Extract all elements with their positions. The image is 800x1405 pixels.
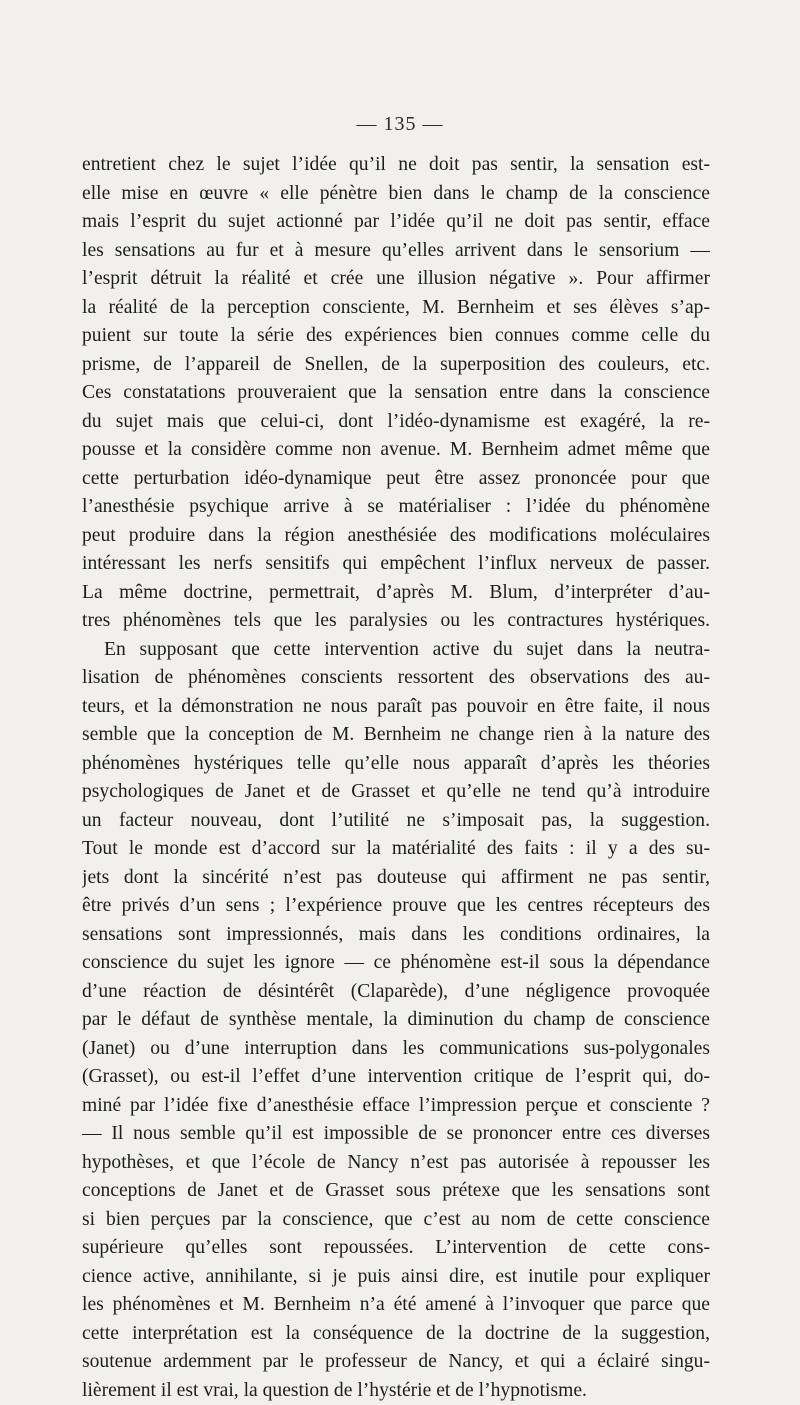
text-line: La même doctrine, permettrait, d’après M. Blum, d’interpréter d’au- [82,579,710,608]
text-line: — Il nous semble qu’il est impossible de se prononcer entre ces diverses [82,1120,710,1149]
text-line: teurs, et la démonstration ne nous paraît pas pouvoir en être faite, il nous [82,693,710,722]
text-line: cette perturbation idéo-dynamique peut être assez prononcée pour que [82,465,710,494]
text-line: semble que la conception de M. Bernheim ne change rien à la nature des [82,721,710,750]
text-line: Ces constatations prouveraient que la sensation entre dans la conscience [82,379,710,408]
text-line: entretient chez le sujet l’idée qu’il ne doit pas sentir, la sensation est- [82,151,710,180]
text-line: Tout le monde est d’accord sur la matérialité des faits : il y a des su- [82,835,710,864]
text-line: En supposant que cette intervention active du sujet dans la neutra- [82,636,710,665]
text-line: phénomènes hystériques telle qu’elle nous apparaît d’après les théories [82,750,710,779]
text-line: lièrement il est vrai, la question de l’hystérie et de l’hypnotisme. [82,1377,710,1405]
text-line: l’anesthésie psychique arrive à se matérialiser : l’idée du phénomène [82,493,710,522]
text-line: par le défaut de synthèse mentale, la diminution du champ de conscience [82,1006,710,1035]
text-line: cience active, annihilante, si je puis ainsi dire, est inutile pour expliquer [82,1263,710,1292]
text-line: prisme, de l’appareil de Snellen, de la superposition des couleurs, etc. [82,351,710,380]
text-line: être privés d’un sens ; l’expérience prouve que les centres récepteurs des [82,892,710,921]
text-line: conscience du sujet les ignore — ce phénomène est-il sous la dépendance [82,949,710,978]
text-line: intéressant les nerfs sensitifs qui empêchent l’influx nerveux de passer. [82,550,710,579]
text-line: du sujet mais que celui-ci, dont l’idéo-dynamisme est exagéré, la re- [82,408,710,437]
text-line: l’esprit détruit la réalité et crée une illusion négative ». Pour affirmer [82,265,710,294]
text-line: la réalité de la perception consciente, M. Bernheim et ses élèves s’ap- [82,294,710,323]
text-line: un facteur nouveau, dont l’utilité ne s’imposait pas, la suggestion. [82,807,710,836]
body-text [82,151,710,1405]
text-line: les sensations au fur et à mesure qu’elles arrivent dans le sensorium — [82,237,710,266]
text-line: peut produire dans la région anesthésiée des modifications moléculaires [82,522,710,551]
text-line: pousse et la considère comme non avenue. M. Bernheim admet même que [82,436,710,465]
text-line: soutenue ardemment par le professeur de Nancy, et qui a éclairé singu- [82,1348,710,1377]
text-line: sensations sont impressionnés, mais dans les conditions ordinaires, la [82,921,710,950]
text-line: les phénomènes et M. Bernheim n’a été amené à l’invoquer que parce que [82,1291,710,1320]
text-line: (Janet) ou d’une interruption dans les communications sus-polygonales [82,1035,710,1064]
text-line: puient sur toute la série des expériences bien connues comme celle du [82,322,710,351]
text-line: mais l’esprit du sujet actionné par l’idée qu’il ne doit pas sentir, efface [82,208,710,237]
text-line: (Grasset), ou est-il l’effet d’une intervention critique de l’esprit qui, do- [82,1063,710,1092]
page-number: — 135 — [0,113,800,136]
text-line: d’une réaction de désintérêt (Claparède), d’une négligence provoquée [82,978,710,1007]
text-line: miné par l’idée fixe d’anesthésie efface l’impression perçue et consciente ? [82,1092,710,1121]
text-line: hypothèses, et que l’école de Nancy n’est pas autorisée à repousser les [82,1149,710,1178]
text-line: conceptions de Janet et de Grasset sous prétexe que les sensations sont [82,1177,710,1206]
text-line: cette interprétation est la conséquence de la doctrine de la suggestion, [82,1320,710,1349]
text-line: elle mise en œuvre « elle pénètre bien dans le champ de la conscience [82,180,710,209]
text-line: si bien perçues par la conscience, que c’est au nom de cette conscience [82,1206,710,1235]
text-line: psychologiques de Janet et de Grasset et qu’elle ne tend qu’à introduire [82,778,710,807]
text-line: jets dont la sincérité n’est pas douteuse qui affirment ne pas sentir, [82,864,710,893]
text-line: lisation de phénomènes conscients ressortent des observations des au- [82,664,710,693]
text-line: supérieure qu’elles sont repoussées. L’intervention de cette cons- [82,1234,710,1263]
text-line: tres phénomènes tels que les paralysies ou les contractures hystériques. [82,607,710,636]
